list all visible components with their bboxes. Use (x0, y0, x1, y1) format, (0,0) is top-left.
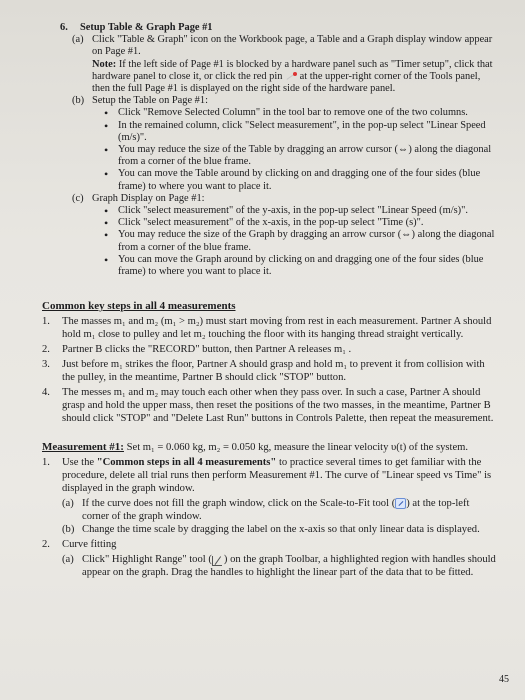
step-number: 4. (42, 387, 50, 399)
common-steps-heading: Common key steps in all 4 measurements (42, 300, 236, 313)
step-number: 2. (42, 539, 50, 551)
step-number: 1. (42, 316, 50, 328)
section-6c-title: Graph Display on Page #1: (92, 192, 205, 204)
section-6b-label: (b) (72, 95, 85, 107)
sub-item-text: ) on the graph Toolbar, a highlighted region with handles should appear on the graph. Drag the handles to highlight the linear part of the data that to be fitted. (82, 554, 496, 579)
section-6-title: Setup Table & Graph Page #1 (80, 22, 213, 33)
list-item (42, 386, 499, 425)
step-text: Partner B clicks the "RECORD" button, then Partner A releases m₁ . (62, 344, 352, 356)
section-6a (72, 34, 499, 95)
list-item: • You may reduce the size of the Table by dragging an arrow cursor (⇔) along the diagonal from a corner of the blue frame. (102, 144, 499, 168)
list-item: • You can move the Graph around by clicking on and dragging one of the four sides (blue frame) to where you want to place it. (102, 254, 499, 278)
section-6c-label: (c) (72, 192, 84, 204)
list-item (42, 343, 499, 356)
sub-item-text: Click" Highlight Range" tool ( (82, 554, 212, 566)
sub-item-a (62, 497, 499, 523)
note-text-2: at the upper-right corner of the Tools panel, then the full Page #1 is displayed on the right side of the hardware panel. (92, 70, 481, 95)
section-6a-label: (a) (72, 34, 84, 46)
highlight-range-icon (212, 554, 224, 566)
list-item: • Click "select measurement" of the x-axis, in the pop-up select "Time (s)". (102, 217, 499, 229)
measurement-1-intro-row (42, 441, 499, 454)
section-6 (60, 22, 499, 278)
step-text: Curve fitting (62, 539, 117, 551)
note-label: Note: (92, 58, 117, 70)
sub-item-label: (a) (62, 554, 74, 566)
step-number: 2. (42, 344, 50, 356)
step-text: The masses m₁ and m₂ (m₁ > m₂) must start moving from rest in each measurement. Partner A should hold m₁ close to pulley and let m₂ touching the floor with its hanging thread straight vertically. (62, 316, 492, 341)
step-number: 3. (42, 359, 50, 371)
list-item (42, 538, 499, 579)
section-6-number: 6. (60, 22, 68, 33)
section-6a-note (92, 59, 499, 96)
list-item (42, 315, 499, 341)
sub-item-label: (b) (62, 524, 75, 536)
measurement-1-intro: Set m₁ = 0.060 kg, m₂ = 0.050 kg, measure the linear velocity υ(t) of the system. (126, 442, 469, 454)
section-6c (72, 193, 499, 278)
scale-to-fit-icon (395, 498, 406, 509)
step-text-bold: "Common steps in all 4 measurements" (96, 457, 277, 469)
common-steps (42, 300, 499, 425)
sub-item-text: ) at the top-left corner of the graph window. (82, 498, 470, 523)
sub-item-a (62, 553, 499, 579)
measurement-1 (42, 441, 499, 579)
step-text: Just before m₁ strikes the floor, Partner A should grasp and hold m₁ to prevent it from collision with the pulley, in the meantime, Partner B should click "STOP" button. (62, 359, 485, 384)
list-item (42, 358, 499, 384)
list-item: • Click "select measurement" of the y-axis, in the pop-up select "Linear Speed (m/s)". (102, 205, 499, 217)
sub-item-b (62, 523, 499, 536)
sub-item-label: (a) (62, 498, 74, 510)
list-item: • You may reduce the size of the Graph by dragging an arrow cursor (⇔) along the diagonal from a corner of the blue frame. (102, 229, 499, 253)
page-number: 45 (499, 673, 509, 685)
section-6a-text: Click "Table & Graph" icon on the Workbook page, a Table and a Graph display window appear on Page #1. (92, 34, 493, 58)
sub-item-text: If the curve does not fill the graph window, click on the Scale-to-Fit tool ( (82, 498, 396, 510)
step-number: 1. (42, 457, 50, 469)
section-6-title-row (60, 22, 499, 34)
note-text-1: If the left side of Page #1 is blocked by a hardware panel such as "Timer setup", click that hardware panel to close it, or click the red pin (92, 58, 493, 82)
section-6b-title: Setup the Table on Page #1: (92, 95, 208, 107)
list-item (42, 456, 499, 536)
step-text: The messes m₁ and m₂ may touch each other when they pass over. In such a case, Partner A should grasp and hold the upper mass, then reset the positions of the two masses, in the meantime, Partner B should click "STOP" and "Delete Last Run" buttons in Controls Palette, then repeat the measurement. (62, 387, 494, 425)
sub-item-text: Change the time scale by dragging the label on the x-axis so that only linear data is displayed. (82, 524, 480, 536)
pin-icon (285, 72, 297, 80)
section-6b-list (102, 107, 499, 192)
list-item: • In the remained column, click "Select measurement", in the pop-up select "Linear Speed (m/s)". (102, 120, 499, 144)
measurement-1-heading: Measurement #1: (42, 441, 124, 454)
step-text: to practice several times to get familiar with the procedure, delete all trial runs then perform Measurement #1. The curve of "Linear speed vs Time" is displayed in the graph window. (62, 457, 492, 495)
section-6c-list (102, 205, 499, 278)
list-item: • Click "Remove Selected Column" in the tool bar to remove one of the two columns. (102, 107, 499, 119)
section-6b (72, 95, 499, 193)
list-item: • You can move the Table around by clicking on and dragging one of the four sides (blue frame) to where you want to place it. (102, 168, 499, 192)
step-text: Use the (62, 457, 97, 469)
